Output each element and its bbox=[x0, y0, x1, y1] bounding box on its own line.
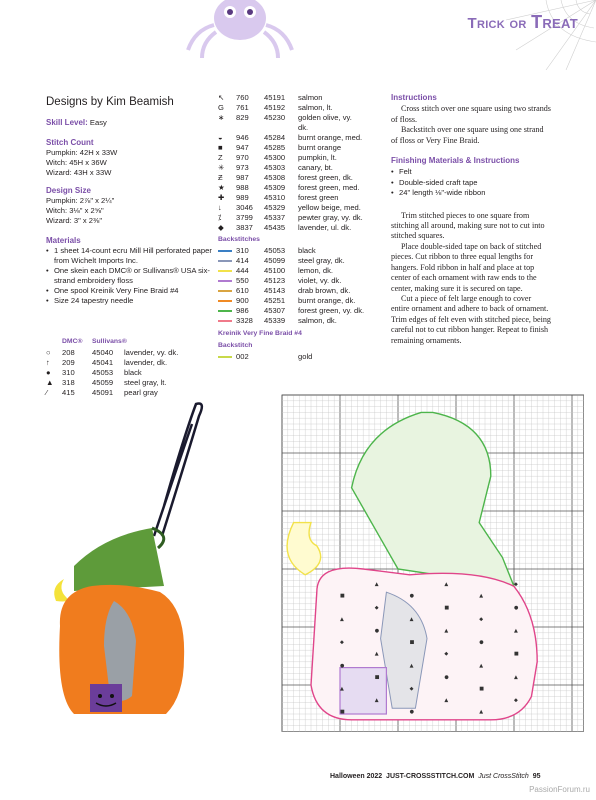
key-name: salmon bbox=[298, 93, 323, 102]
cross-stitch-chart bbox=[276, 393, 592, 753]
key-row bbox=[218, 133, 388, 143]
chart-symbol: ■ bbox=[409, 639, 415, 646]
brand-logo: Trick or Treat bbox=[467, 12, 578, 32]
chart-symbol: ◆ bbox=[374, 604, 379, 611]
key-symbol: ● bbox=[46, 368, 51, 377]
key-row bbox=[218, 286, 388, 296]
key-name: forest green, med. bbox=[298, 183, 360, 192]
key-dmc: 318 bbox=[62, 378, 75, 387]
key-sull: 45310 bbox=[264, 193, 286, 202]
key-name: salmon, lt. bbox=[298, 103, 333, 112]
key-sull: 45053 bbox=[92, 368, 114, 377]
key-sull: 45307 bbox=[264, 306, 286, 315]
key-row bbox=[46, 348, 216, 358]
designer-credit: Designs by Kim Beamish bbox=[46, 96, 174, 108]
chart-symbol: ◆ bbox=[479, 616, 484, 623]
key-symbol: ▲ bbox=[46, 378, 54, 387]
list-item: • Felt bbox=[391, 167, 551, 177]
key-sull: 45337 bbox=[264, 213, 286, 222]
key-row bbox=[218, 316, 388, 326]
key-row bbox=[218, 306, 388, 316]
materials-heading: Materials bbox=[46, 236, 81, 245]
chart-symbol: ● bbox=[479, 639, 484, 646]
key-sull: 45091 bbox=[92, 388, 114, 397]
backstitch-swatch bbox=[218, 270, 232, 272]
backstitch-swatch bbox=[218, 250, 232, 252]
ornament-photo bbox=[34, 396, 234, 766]
chart-symbol: ■ bbox=[340, 709, 345, 716]
key-dmc: 947 bbox=[236, 143, 249, 152]
key-sull: 45251 bbox=[264, 296, 286, 305]
key-name: black bbox=[124, 368, 142, 377]
finishing-heading: Finishing Materials & Instructions bbox=[391, 156, 520, 166]
chart-symbol: ▲ bbox=[340, 616, 344, 623]
key-row bbox=[46, 358, 216, 368]
list-item: • Double-sided craft tape bbox=[391, 178, 551, 188]
key-sull: 45053 bbox=[264, 246, 286, 255]
key-dmc: 209 bbox=[62, 358, 75, 367]
key-name: forest green, vy. dk. bbox=[298, 306, 365, 315]
instructions-paragraph: Cross stitch over one square using two strands of floss. bbox=[391, 104, 551, 124]
chart-symbol: ◆ bbox=[340, 639, 344, 646]
chart-symbol: ● bbox=[409, 593, 414, 600]
key-sull: 45099 bbox=[264, 256, 286, 265]
spiderweb-decoration bbox=[506, 0, 596, 70]
key-sull: 45123 bbox=[264, 276, 286, 285]
chart-symbol: ▲ bbox=[374, 697, 379, 704]
chart-symbol: ■ bbox=[340, 593, 345, 600]
key-sull: 45303 bbox=[264, 163, 286, 172]
instructions-paragraph: Cut a piece of felt large enough to cover entire ornament and adhere to back of ornament. Trim edges of felt even with stitched piece, being careful not to cut ribbon hanger. Repeat to finish remaining ornaments. bbox=[391, 293, 551, 345]
key-name: pearl gray bbox=[124, 388, 158, 397]
chart-symbol: ● bbox=[374, 628, 380, 634]
instructions-paragraph: Backstitch over one square using one strand of floss or Very Fine Braid. bbox=[391, 125, 544, 145]
key-row bbox=[218, 213, 388, 223]
chart-symbol: ▲ bbox=[514, 628, 518, 634]
key-name: golden olive, vy. bbox=[298, 113, 352, 122]
key-symbol: ↓ bbox=[218, 203, 222, 212]
key-dmc: 761 bbox=[236, 103, 249, 112]
list-item: • One skein each DMC® or Sullivans® USA six-strand embroidery floss bbox=[46, 266, 216, 286]
stitch-count-line: Wizard: 43H x 33W bbox=[46, 168, 112, 177]
design-size-line: Witch: 3⅛" x 2⅝" bbox=[46, 206, 104, 215]
kreinik-swatch bbox=[218, 356, 232, 358]
key-symbol: ✚ bbox=[218, 193, 225, 202]
chart-symbol: ■ bbox=[479, 686, 484, 692]
key-row bbox=[218, 256, 388, 266]
key-dmc: 989 bbox=[236, 193, 249, 202]
key-name: dk. bbox=[298, 123, 309, 132]
key-name: lavender, dk. bbox=[124, 358, 168, 367]
key-name: burnt orange, med. bbox=[298, 133, 363, 142]
chart-symbol: ■ bbox=[444, 604, 450, 611]
key-dmc: 987 bbox=[236, 173, 249, 182]
key-name: canary, bt. bbox=[298, 163, 333, 172]
chart-symbol: ▲ bbox=[374, 581, 379, 588]
key-name: pumpkin, lt. bbox=[298, 153, 337, 162]
key-row bbox=[218, 223, 388, 233]
finishing-list bbox=[391, 167, 551, 198]
stitch-count-heading: Stitch Count bbox=[46, 138, 94, 147]
key-symbol: ✳ bbox=[218, 163, 225, 172]
key-name: forest green, dk. bbox=[298, 173, 353, 182]
key-symbol: ↖ bbox=[218, 93, 225, 102]
key-row bbox=[218, 352, 388, 362]
key-sull: 45059 bbox=[92, 378, 114, 387]
key-sull: 45285 bbox=[264, 143, 286, 152]
key-row bbox=[218, 183, 388, 193]
key-name: gold bbox=[298, 352, 313, 361]
key-name: lemon, dk. bbox=[298, 266, 334, 275]
footer-page: 95 bbox=[532, 773, 541, 780]
key-row bbox=[218, 203, 388, 213]
details-column bbox=[46, 116, 216, 306]
key-row bbox=[218, 276, 388, 286]
list-item: • Size 24 tapestry needle bbox=[46, 296, 216, 306]
key-name: steel gray, lt. bbox=[124, 378, 167, 387]
key-symbol: ◒ bbox=[218, 133, 223, 142]
key-row bbox=[218, 266, 388, 276]
chart-symbol: ◆ bbox=[444, 651, 449, 658]
chart-symbol: ◆ bbox=[409, 686, 414, 692]
key-row bbox=[218, 113, 388, 123]
key-name: burnt orange, dk. bbox=[298, 296, 356, 305]
instructions-paragraph: Trim stitched pieces to one square from stitching all around, making sure not to cut into stitched squares. bbox=[391, 210, 545, 241]
key-symbol: ∗ bbox=[218, 113, 225, 122]
chart-symbol: ◆ bbox=[514, 581, 518, 588]
key-sull: 45040 bbox=[92, 348, 114, 357]
backstitch-swatch bbox=[218, 280, 232, 282]
chart-symbol: ▲ bbox=[340, 686, 344, 692]
chart-symbol: ▲ bbox=[409, 662, 414, 669]
key-name: black bbox=[298, 246, 316, 255]
key-name: steel gray, dk. bbox=[298, 256, 345, 265]
key-symbol: ★ bbox=[218, 183, 225, 192]
key-row bbox=[46, 368, 216, 378]
chart-symbol: ▲ bbox=[374, 651, 379, 658]
key-symbol: ⁒ bbox=[218, 213, 222, 222]
key-sull: 45284 bbox=[264, 133, 286, 142]
key-name: forest green bbox=[298, 193, 339, 202]
key-dmc: 610 bbox=[236, 286, 249, 295]
key-row bbox=[218, 93, 388, 103]
key-row bbox=[46, 378, 216, 388]
key-dmc: 946 bbox=[236, 133, 249, 142]
kreinik-backstitch-label: Backstitch bbox=[218, 342, 253, 349]
chart-symbol: ▲ bbox=[409, 616, 414, 623]
key-row bbox=[218, 123, 388, 133]
chart-symbol: ▲ bbox=[444, 581, 449, 588]
key-name: salmon, dk. bbox=[298, 316, 337, 325]
skill-label: Skill Level: bbox=[46, 118, 88, 127]
chart-symbol: ▲ bbox=[479, 662, 484, 669]
watermark: PassionForum.ru bbox=[529, 785, 590, 794]
key-name: drab brown, dk. bbox=[298, 286, 351, 295]
key-dmc: 3328 bbox=[236, 316, 253, 325]
key-dmc: 310 bbox=[236, 246, 249, 255]
key-row bbox=[218, 193, 388, 203]
key-symbol: Ƶ bbox=[218, 173, 223, 182]
key-sull: 45191 bbox=[264, 93, 286, 102]
key-code: 002 bbox=[236, 352, 249, 361]
key-sull: 45230 bbox=[264, 113, 286, 122]
key-symbol: ○ bbox=[46, 348, 51, 357]
skill-value: Easy bbox=[89, 118, 107, 127]
key-name: pewter gray, vy. dk. bbox=[298, 213, 363, 222]
key-name: yellow beige, med. bbox=[298, 203, 361, 212]
key-row bbox=[218, 163, 388, 173]
key-row bbox=[218, 246, 388, 256]
key-sull: 45339 bbox=[264, 316, 286, 325]
key-dmc: 444 bbox=[236, 266, 249, 275]
key-row bbox=[218, 173, 388, 183]
instructions-column bbox=[391, 93, 551, 346]
key-dmc: 550 bbox=[236, 276, 249, 285]
design-size-line: Pumpkin: 2⅞" x 2¼" bbox=[46, 196, 115, 205]
key-name: lavender, ul. dk. bbox=[298, 223, 352, 232]
chart-symbol: ■ bbox=[514, 651, 519, 658]
key-dmc: 3799 bbox=[236, 213, 253, 222]
key-name: violet, vy. dk. bbox=[298, 276, 342, 285]
backstitch-swatch bbox=[218, 300, 232, 302]
footer-site: JUST-CROSSSTITCH.COM bbox=[386, 773, 475, 780]
key-symbol: ↑ bbox=[46, 358, 50, 367]
key-dmc: 760 bbox=[236, 93, 249, 102]
key-sull: 45435 bbox=[264, 223, 286, 232]
key-symbol: Z bbox=[218, 153, 223, 162]
key-symbol: ⁄ bbox=[46, 388, 48, 397]
key-sull: 45300 bbox=[264, 153, 286, 162]
key-dmc: 208 bbox=[62, 348, 75, 357]
design-size-line: Wizard: 3" x 2⅜" bbox=[46, 216, 103, 225]
key-dmc: 829 bbox=[236, 113, 249, 122]
sullivans-header: Sullivans® bbox=[92, 338, 127, 345]
key-sull: 45309 bbox=[264, 183, 286, 192]
chart-symbol: ■ bbox=[374, 674, 380, 681]
key-symbol: G bbox=[218, 103, 224, 112]
instructions-paragraph: Place double-sided tape on back of stitched pieces. Cut ribbon to three equal lengths for hangers. Fold ribbon in half and place at top center of each ornament with raw ends to the center, making sure it is secured on tape. bbox=[391, 241, 542, 293]
key-sull: 45308 bbox=[264, 173, 286, 182]
instructions-heading: Instructions bbox=[391, 93, 437, 102]
backstitches-heading: Backstitches bbox=[218, 236, 260, 243]
backstitch-swatch bbox=[218, 260, 232, 262]
stitch-count-line: Pumpkin: 42H x 33W bbox=[46, 148, 118, 157]
key-row bbox=[218, 143, 388, 153]
chart-symbol: ● bbox=[444, 674, 449, 681]
key-name: burnt orange bbox=[298, 143, 342, 152]
kreinik-heading: Kreinik Very Fine Braid #4 bbox=[218, 330, 302, 337]
backstitch-swatch bbox=[218, 310, 232, 312]
key-dmc: 3837 bbox=[236, 223, 253, 232]
backstitch-swatch bbox=[218, 320, 232, 322]
key-sull: 45143 bbox=[264, 286, 286, 295]
list-item: • 1 sheet 14-count ecru Mill Hill perforated paper from Wichelt Imports Inc. bbox=[46, 246, 216, 266]
chart-symbol: ▲ bbox=[444, 628, 449, 634]
key-dmc: 986 bbox=[236, 306, 249, 315]
chart-symbol: ▲ bbox=[479, 709, 484, 716]
key-dmc: 415 bbox=[62, 388, 75, 397]
chart-symbol: ● bbox=[340, 662, 345, 669]
backstitch-swatch bbox=[218, 290, 232, 292]
key-row bbox=[218, 153, 388, 163]
design-size-heading: Design Size bbox=[46, 186, 91, 195]
materials-list bbox=[46, 246, 216, 306]
key-sull: 45100 bbox=[264, 266, 286, 275]
key-sull: 45041 bbox=[92, 358, 114, 367]
stitch-count-line: Witch: 45H x 36W bbox=[46, 158, 107, 167]
key-sull: 45329 bbox=[264, 203, 286, 212]
key-dmc: 970 bbox=[236, 153, 249, 162]
dmc-header: DMC® bbox=[62, 338, 83, 345]
key-dmc: 414 bbox=[236, 256, 249, 265]
chart-symbol: ● bbox=[409, 709, 414, 716]
key-sull: 45192 bbox=[264, 103, 286, 112]
key-dmc: 3046 bbox=[236, 203, 253, 212]
key-name: lavender, vy. dk. bbox=[124, 348, 179, 357]
chart-symbol: ● bbox=[514, 604, 519, 611]
key-dmc: 310 bbox=[62, 368, 75, 377]
key-dmc: 900 bbox=[236, 296, 249, 305]
footer bbox=[330, 773, 541, 780]
chart-symbol: ▲ bbox=[479, 593, 484, 600]
key-row bbox=[218, 103, 388, 113]
list-item: • One spool Kreinik Very Fine Braid #4 bbox=[46, 286, 216, 296]
spider-decoration bbox=[180, 0, 300, 60]
key-dmc: 988 bbox=[236, 183, 249, 192]
chart-symbol: ◆ bbox=[514, 697, 518, 704]
key-row bbox=[218, 296, 388, 306]
key-symbol: ◆ bbox=[218, 223, 224, 232]
footer-mag: Just CrossStitch bbox=[478, 773, 529, 780]
chart-symbol: ▲ bbox=[514, 674, 518, 681]
key-symbol: ■ bbox=[218, 143, 223, 152]
list-item: • 24" length ⅛"-wide ribbon bbox=[391, 188, 551, 198]
chart-symbol: ▲ bbox=[444, 697, 449, 704]
footer-issue: Halloween 2022 bbox=[330, 773, 383, 780]
key-dmc: 973 bbox=[236, 163, 249, 172]
